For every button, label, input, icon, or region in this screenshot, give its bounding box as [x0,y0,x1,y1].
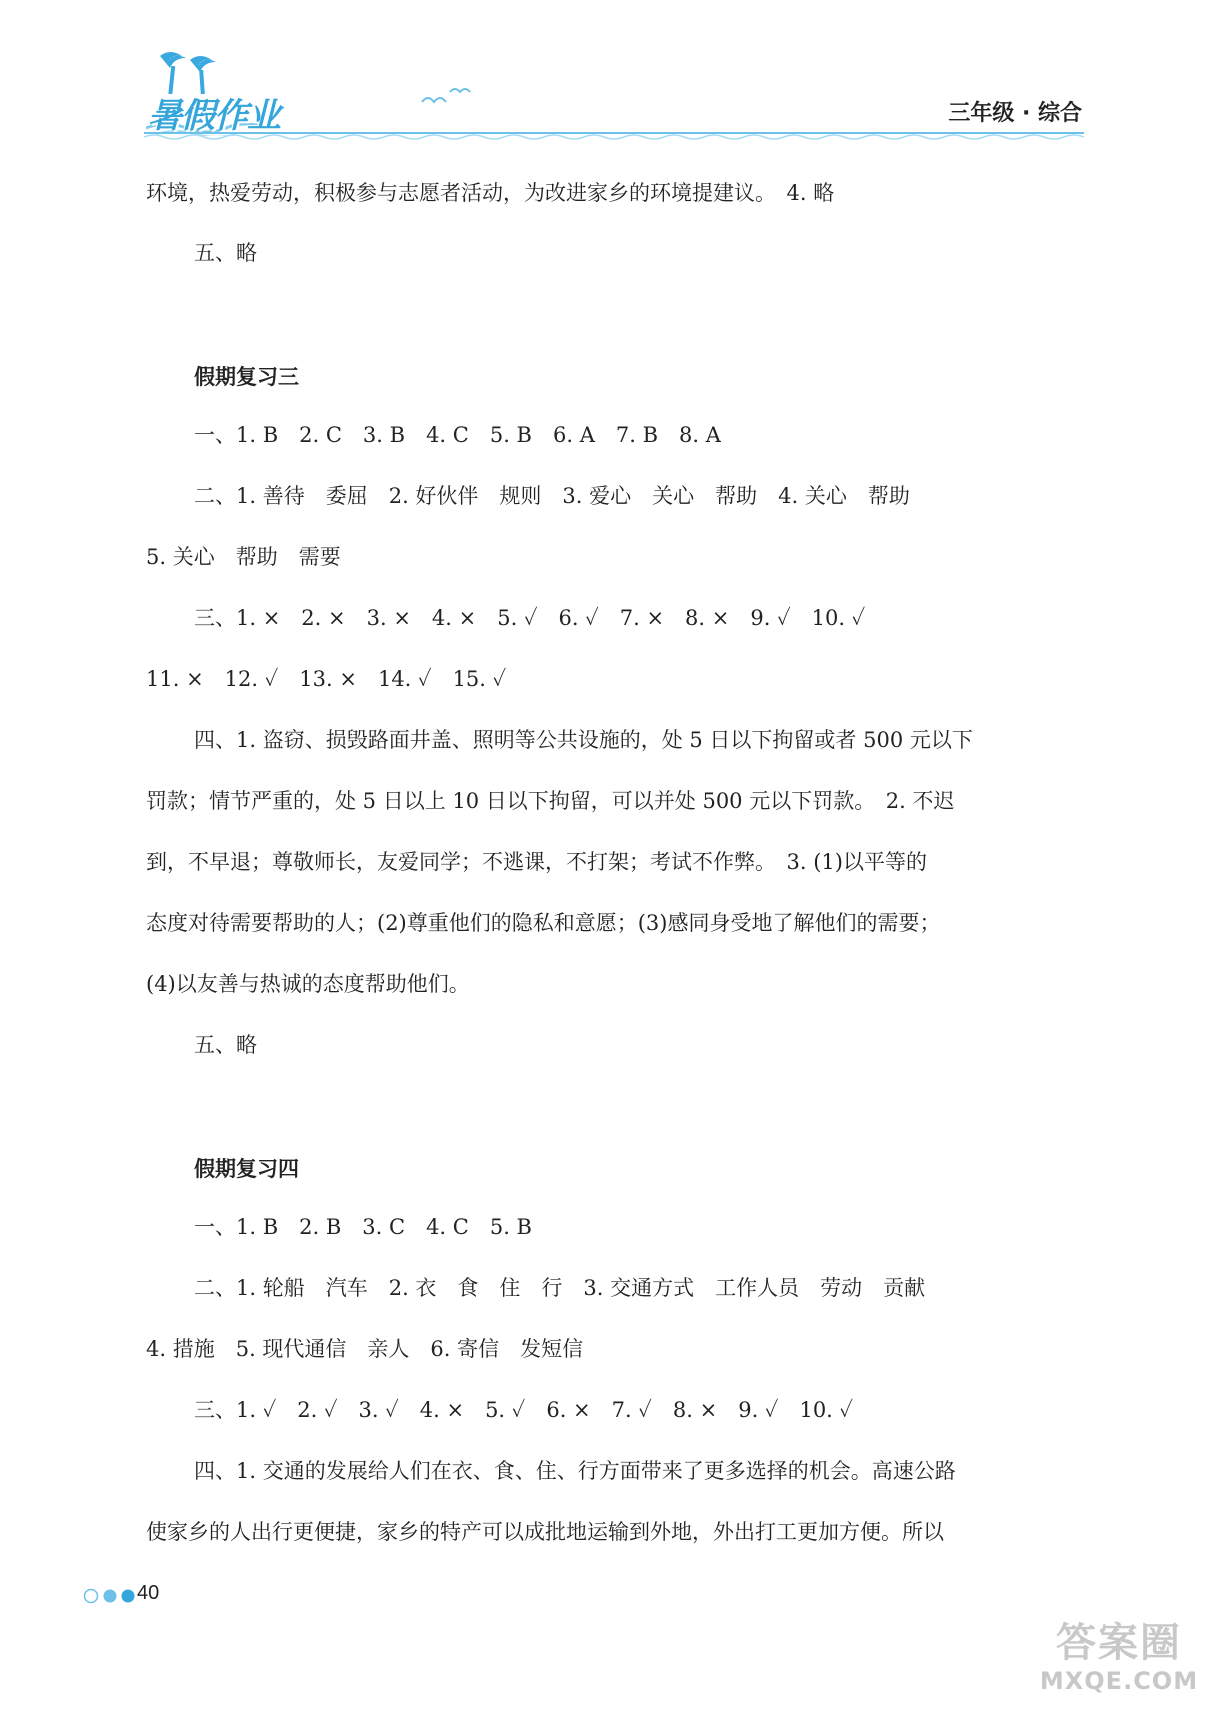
text-line: (4)以友善与热诚的态度帮助他们。 [146,972,470,996]
page-number: 40 [137,1582,160,1604]
page-dots-icon [82,1587,140,1605]
text-line: 态度对待需要帮助的人；(2)尊重他们的隐私和意愿；(3)感同身受地了解他们的需要； [146,911,941,935]
watermark-title: 答案圈 [1056,1620,1182,1666]
text-line: 到，不早退；尊敬师长，友爱同学；不逃课，不打架；考试不作弊。 3. (1)以平等的 [146,850,927,874]
text-line: 环境，热爱劳动，积极参与志愿者活动，为改进家乡的环境提建议。 4. 略 [146,181,835,205]
watermark-logo [1034,1619,1204,1709]
text-line: 二、1. 轮船 汽车 2. 衣 食 住 行 3. 交通方式 工作人员 劳动 贡献 [194,1276,926,1300]
text-line: 11. × 12. ✓ 13. × 14. ✓ 15. ✓ [146,667,507,691]
text-line: 二、1. 善待 委屈 2. 好伙伴 规则 3. 爱心 关心 帮助 4. 关心 帮助 [194,484,910,508]
text-line: 罚款；情节严重的，处 5 日以上 10 日以下拘留，可以并处 500 元以下罚款。 2. 不迟 [146,789,955,813]
text-line: 使家乡的人出行更便捷，家乡的特产可以成批地运输到外地，外出打工更加方便。所以 [146,1520,944,1544]
text-line: 一、1. B 2. C 3. B 4. C 5. B 6. A 7. B 8. A [194,423,721,447]
text-line: 5. 关心 帮助 需要 [146,545,341,569]
grade-subject-label: 三年级 · 综合 [948,101,1082,126]
text-line: 四、1. 交通的发展给人们在衣、食、住、行方面带来了更多选择的机会。高速公路 [194,1459,956,1483]
text-line: 五、略 [194,241,257,265]
header-divider [144,130,1084,140]
text-line: 四、1. 盗窃、损毁路面井盖、照明等公共设施的，处 5 日以下拘留或者 500 元以下 [194,728,973,752]
text-line: 一、1. B 2. B 3. C 4. C 5. B [194,1215,532,1239]
section-heading: 假期复习四 [194,1157,299,1181]
text-line: 三、1. ✓ 2. ✓ 3. ✓ 4. × 5. ✓ 6. × 7. ✓ 8. × 9. ✓ 10. ✓ [194,1398,854,1422]
text-line: 五、略 [194,1033,257,1057]
watermark-url: MXQE.COM [1039,1667,1199,1695]
logo-title: 暑假作业 [148,96,280,136]
text-line: 4. 措施 5. 现代通信 亲人 6. 寄信 发短信 [146,1337,584,1361]
page-header [0,0,1224,145]
text-line: 三、1. × 2. × 3. × 4. × 5. ✓ 6. ✓ 7. × 8. × 9. ✓ 10. ✓ [194,606,866,630]
section-heading: 假期复习三 [194,365,299,389]
seagull-icon [420,84,472,110]
